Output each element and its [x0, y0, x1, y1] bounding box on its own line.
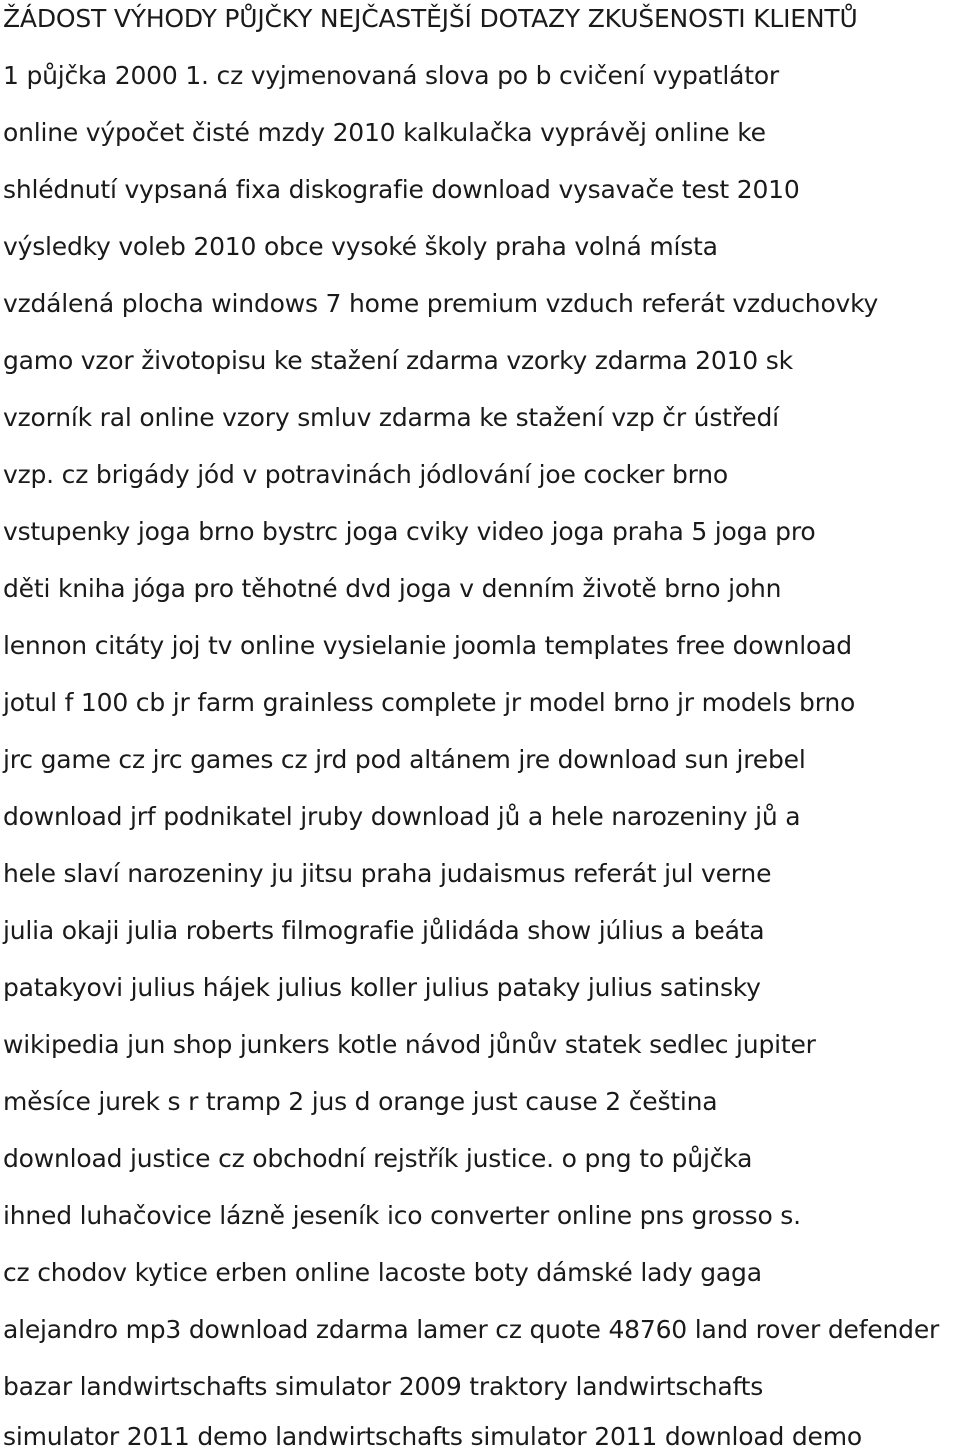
text-line-6: vzdálená plocha windows 7 home premium vzduch referát vzduchovky — [3, 289, 879, 318]
text-line-24: alejandro mp3 download zdarma lamer cz quote 48760 land rover defender — [3, 1315, 940, 1344]
text-line-4: shlédnutí vypsaná fixa diskografie download vysavače test 2010 — [3, 175, 800, 204]
text-line-15: download jrf podnikatel jruby download jů a hele narozeniny jů a — [3, 802, 801, 831]
text-line-16: hele slaví narozeniny ju jitsu praha judaismus referát jul verne — [3, 859, 772, 888]
text-line-11: děti kniha jóga pro těhotné dvd joga v denním životě brno john — [3, 574, 782, 603]
text-line-1: ŽÁDOST VÝHODY PŮJČKY NEJČASTĚJŠÍ DOTAZY ZKUŠENOSTI KLIENTŮ — [3, 4, 858, 33]
text-line-18: patakyovi julius hájek julius koller julius pataky julius satinsky — [3, 973, 761, 1002]
text-line-20: měsíce jurek s r tramp 2 jus d orange just cause 2 čeština — [3, 1087, 718, 1116]
text-line-22: ihned luhačovice lázně jeseník ico converter online pns grosso s. — [3, 1201, 801, 1230]
text-line-3: online výpočet čisté mzdy 2010 kalkulačka vyprávěj online ke — [3, 118, 766, 147]
text-line-26: simulator 2011 demo landwirtschafts simulator 2011 download demo — [3, 1422, 862, 1451]
text-line-2: 1 půjčka 2000 1. cz vyjmenovaná slova po b cvičení vypatlátor — [3, 61, 780, 90]
text-line-23: cz chodov kytice erben online lacoste boty dámské lady gaga — [3, 1258, 762, 1287]
text-line-12: lennon citáty joj tv online vysielanie joomla templates free download — [3, 631, 852, 660]
text-line-9: vzp. cz brigády jód v potravinách jódlování joe cocker brno — [3, 460, 728, 489]
text-line-7: gamo vzor životopisu ke stažení zdarma vzorky zdarma 2010 sk — [3, 346, 793, 375]
text-line-19: wikipedia jun shop junkers kotle návod jůnův statek sedlec jupiter — [3, 1030, 816, 1059]
text-line-14: jrc game cz jrc games cz jrd pod altánem jre download sun jrebel — [3, 745, 806, 774]
text-line-10: vstupenky joga brno bystrc joga cviky video joga praha 5 joga pro — [3, 517, 816, 546]
text-line-25: bazar landwirtschafts simulator 2009 traktory landwirtschafts — [3, 1372, 764, 1401]
text-line-13: jotul f 100 cb jr farm grainless complete jr model brno jr models brno — [3, 688, 856, 717]
text-line-21: download justice cz obchodní rejstřík justice. o png to půjčka — [3, 1144, 753, 1173]
text-line-8: vzorník ral online vzory smluv zdarma ke stažení vzp čr ústředí — [3, 403, 779, 432]
text-line-17: julia okaji julia roberts filmografie jůlidáda show július a beáta — [3, 916, 765, 945]
text-line-5: výsledky voleb 2010 obce vysoké školy praha volná místa — [3, 232, 718, 261]
